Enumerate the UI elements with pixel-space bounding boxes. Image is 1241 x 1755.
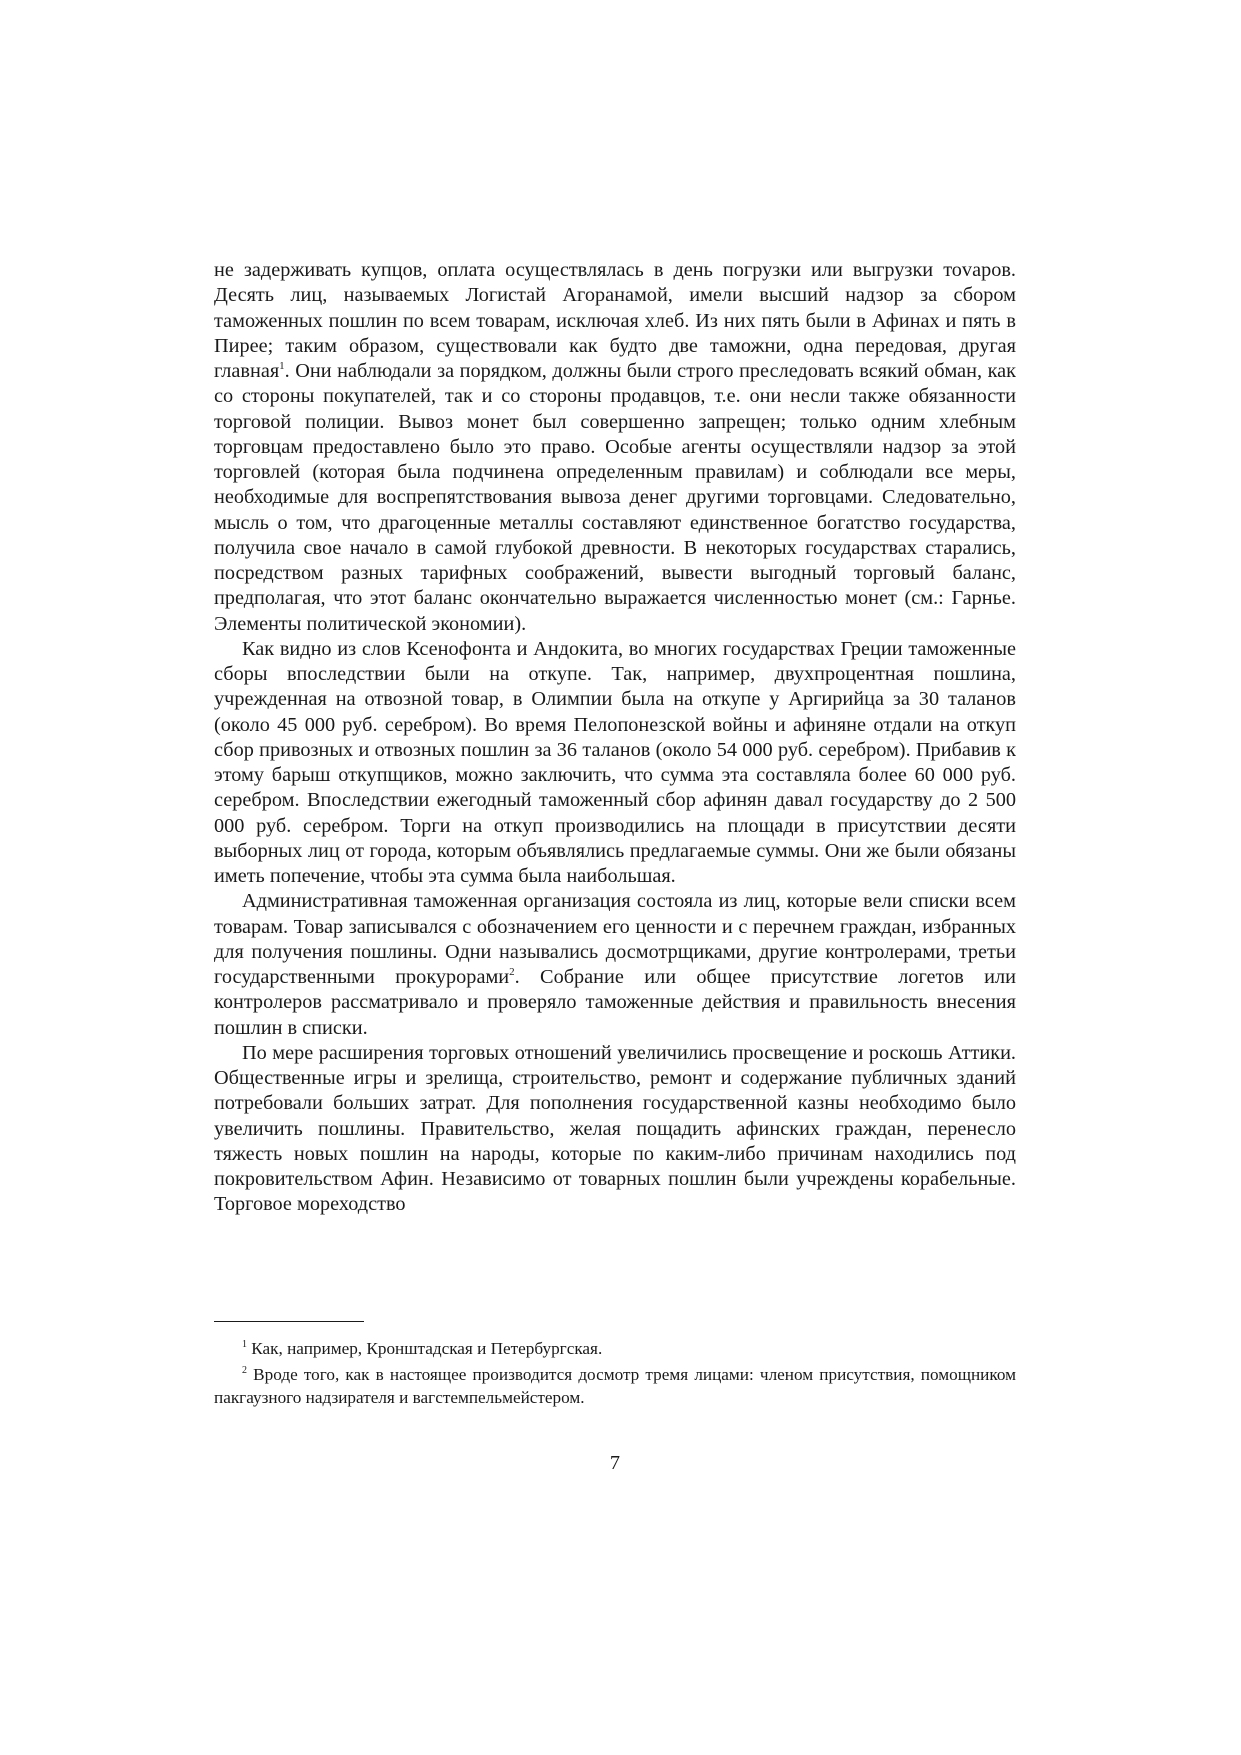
footnote	[214, 1364, 1016, 1409]
footnote-mark: 1	[242, 1339, 247, 1350]
footnote	[214, 1338, 1016, 1360]
footnote-mark: 2	[242, 1365, 247, 1377]
footnote-separator	[214, 1321, 364, 1322]
footnote-text: Вроде того, как в настоящее производится досмотр тремя лицами: членом присутствия, помощником пакгаузного надзирателя и вагстемпельмейстером.	[214, 1365, 1016, 1407]
page-number: 7	[609, 1452, 621, 1474]
paragraph-text: не задерживать купцов, оплата осуществлялась в день погрузки или выгрузки тоvаров. Десять лиц, называемых Логистай Агоранамой, имели высший надзор за сбором таможенных пошлин по всем товарам, исключая хлеб. Из них пять были в Афинах и пять в Пирее; таким образом, существовали как будто две таможни, одна передовая, другая главная	[214, 259, 1016, 382]
paragraph-text: По мере расширения торговых отношений увеличились просвещение и роскошь Аттики. Общественные игры и зрелища, строительство, ремонт и содержание публичных зданий потребовали больших затрат. Для пополнения государственной казны необходимо было увеличить пошлины. Правительство, желая пощадить афинских граждан, перенесло тяжесть новых пошлин на народы, которые по каким-либо причинам находились под покровительством Афин. Независимо от товарных пошлин были учреждены корабельные. Торговое мореходство	[214, 1041, 1016, 1216]
paragraph	[214, 637, 1016, 890]
paragraph-text: Как видно из слов Ксенофонта и Андокита, во многих государствах Греции таможенные сборы впоследствии были на откупе. Так, например, двухпроцентная пошлина, учрежденная на отвозной товар, в Олимпии была на откупе у Аргирийца за 30 таланов (около 45 000 руб. серебром). Во время Пелопонезской войны и афиняне отдали на откуп сбор привозных и отвозных пошлин за 36 таланов (около 54 000 руб. серебром). Прибавив к этому барыш откупщиков, можно заключить, что сумма эта составляла более 60 000 руб. серебром. Впоследствии ежегодный таможенный сбор афинян давал государству до 2 500 000 руб. серебром. Торги на откуп производились на площади в присутствии десяти выборных лиц от города, которым объявлялись предлагаемые суммы. Они же были обязаны иметь попечение, чтобы эта сумма была наибольшая.	[214, 637, 1016, 887]
paragraph	[214, 1041, 1016, 1218]
body-text	[214, 258, 1016, 1218]
paragraph-text: . Собрание или общее присутствие логетов или контролеров рассматривало и проверяло таможенные действия и правильность внесения пошлин в списки.	[214, 966, 1017, 1039]
footnote-ref-1: 1	[279, 360, 285, 372]
paragraph-text: Административная таможенная организация состояла из лиц, которые вели списки всем товарам. Товар записывался с обозначением его ценности и с перечнем граждан, избранных для получения пошлины. Одни назывались досмотрщиками, другие контролерами, третьи государственными прокурорами	[214, 890, 1016, 988]
footnote-ref-2: 2	[509, 966, 515, 978]
paragraph-text: . Они наблюдали за порядком, должны были строго преследовать всякий обман, как со стороны покупателей, так и со стороны продавцов, т.е. они несли также обязанности торговой полиции. Вывоз монет был совершенно запрещен; только одним хлебным торговцам предоставлено было это право. Особые агенты осуществляли надзор за этой торговлей (которая была подчинена определенным правилам) и соблюдали все меры, необходимые для воспрепятствования вывоза денег другими торговцами. Следовательно, мысль о том, что драгоценные металлы составляют единственное богатство государства, получила свое начало в самой глубокой древности. В некоторых государствах старались, посредством разных тарифных соображений, вывести выгодный торговый баланс, предполагая, что этот баланс окончательно выражается численностью монет (см.: Гарнье. Элементы политической экономии).	[214, 360, 1016, 635]
footnotes	[214, 1338, 1016, 1413]
footnote-text: Как, например, Кронштадская и Петербургская.	[247, 1339, 603, 1358]
paragraph-continuation	[214, 258, 1016, 637]
paragraph	[214, 889, 1016, 1041]
